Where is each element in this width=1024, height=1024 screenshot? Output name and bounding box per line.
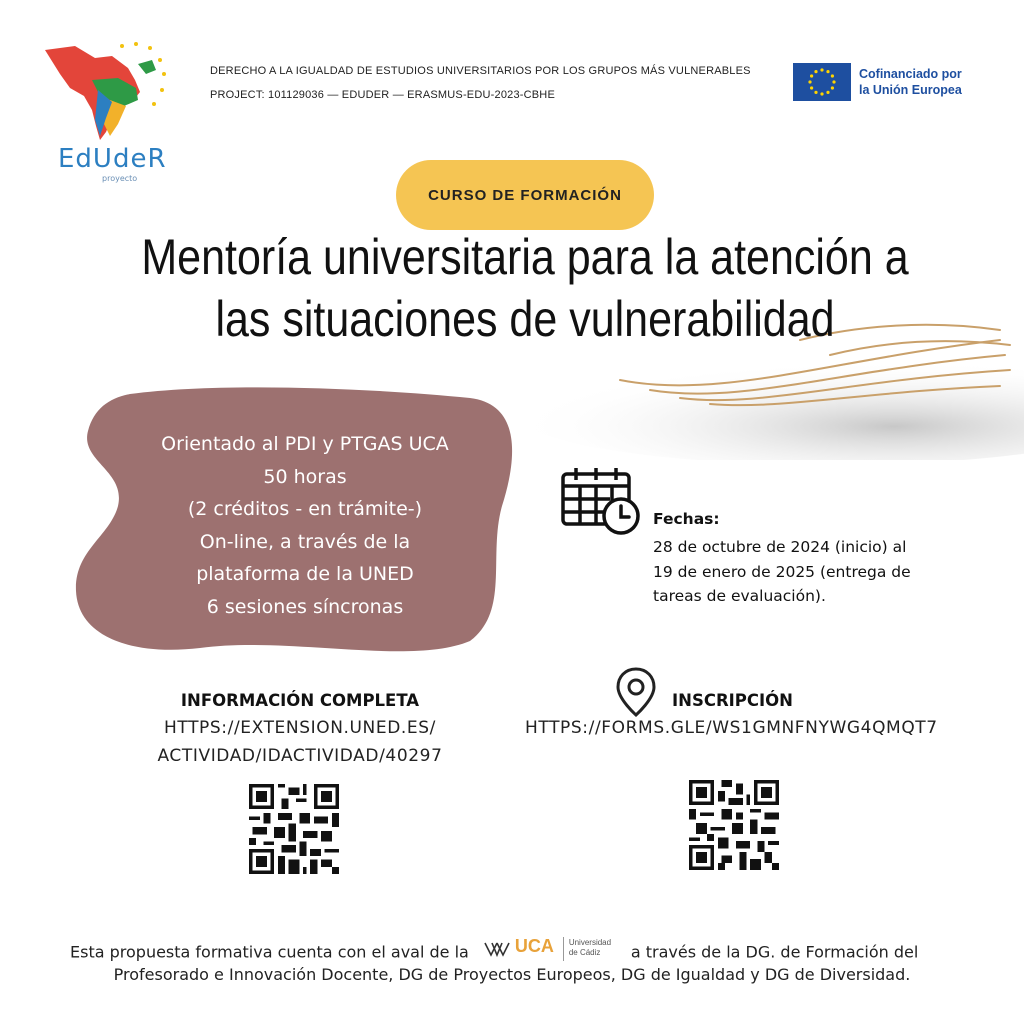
calendar-clock-icon [560, 466, 642, 538]
detail-sessions: 6 sesiones síncronas [206, 595, 404, 618]
uca-university-name [569, 938, 611, 958]
uca-logo [483, 935, 623, 963]
detail-audience: Orientado al PDI y PTGAS UCA [161, 433, 449, 455]
registration-heading: INSCRIPCIÓN [672, 691, 793, 710]
dates-line-1: 28 de octubre de 2024 (inicio) al [653, 538, 907, 556]
detail-hours: 50 horas [263, 465, 347, 488]
uca-emblem-icon [483, 939, 511, 959]
uca-wordmark: UCA [514, 936, 554, 956]
eu-label-line-2: la Unión Europea [859, 83, 962, 97]
info-qr-code[interactable] [249, 784, 339, 874]
dates-line-3: tareas de evaluación). [653, 587, 826, 605]
detail-platform: plataforma de la UNED [196, 563, 414, 585]
footer-text-a: Esta propuesta formativa cuenta con el aval de la [70, 942, 469, 962]
footer-line-1 [70, 936, 919, 967]
title-line-1: Mentoría universitaria para la atención a [141, 229, 909, 285]
eu-label [859, 66, 979, 98]
header-line-1: DERECHO A LA IGUALDAD DE ESTUDIOS UNIVERSITARIOS POR LOS GRUPOS MÁS VULNERABLES [210, 65, 751, 77]
logo-wordmark: EdUdeR [58, 144, 167, 174]
header-line-2: PROJECT: 101129036 — EDUDER — ERASMUS-EDU-2023-CBHE [210, 89, 555, 101]
detail-modality: On-line, a través de la [199, 530, 411, 553]
detail-credits: (2 créditos - en trámite-) [187, 498, 423, 520]
uca-univ-line-2: de Cádiz [568, 948, 601, 957]
footer-line-2: Profesorado e Innovación Docente, DG de Proyectos Europeos, DG de Igualdad y DG de Diversidad. [113, 965, 911, 984]
info-url-line-2[interactable]: ACTIVIDAD/IDACTIVIDAD/40297 [157, 746, 443, 766]
eu-flag-icon [793, 63, 851, 101]
course-details [95, 428, 515, 623]
dates-label: Fechas: [653, 510, 720, 528]
eu-cofinanced-badge [793, 62, 979, 102]
logo-subtitle: proyecto [102, 174, 138, 183]
dates-text [653, 535, 953, 609]
eu-label-line-1: Cofinanciado por [859, 67, 962, 81]
location-pin-icon [614, 666, 658, 718]
uca-divider [563, 937, 564, 961]
latin-america-map-icon [40, 40, 180, 150]
dates-line-2: 19 de enero de 2025 (entrega de [653, 562, 911, 581]
registration-url[interactable]: HTTPS://FORMS.GLE/WS1GMNFNYWG4QMQT7 [525, 718, 938, 738]
title-line-2: las situaciones de vulnerabilidad [215, 291, 835, 347]
info-url-line-1[interactable]: HTTPS://EXTENSION.UNED.ES/ [164, 718, 436, 738]
registration-qr-code[interactable] [689, 780, 779, 870]
page-title [125, 226, 925, 350]
footer-text-b: a través de la DG. de Formación del [630, 942, 919, 962]
info-heading: INFORMACIÓN COMPLETA [180, 691, 420, 710]
uca-univ-line-1: Universidad [568, 938, 612, 947]
course-type-badge: CURSO DE FORMACIÓN [396, 160, 654, 230]
eduder-logo [40, 40, 180, 190]
